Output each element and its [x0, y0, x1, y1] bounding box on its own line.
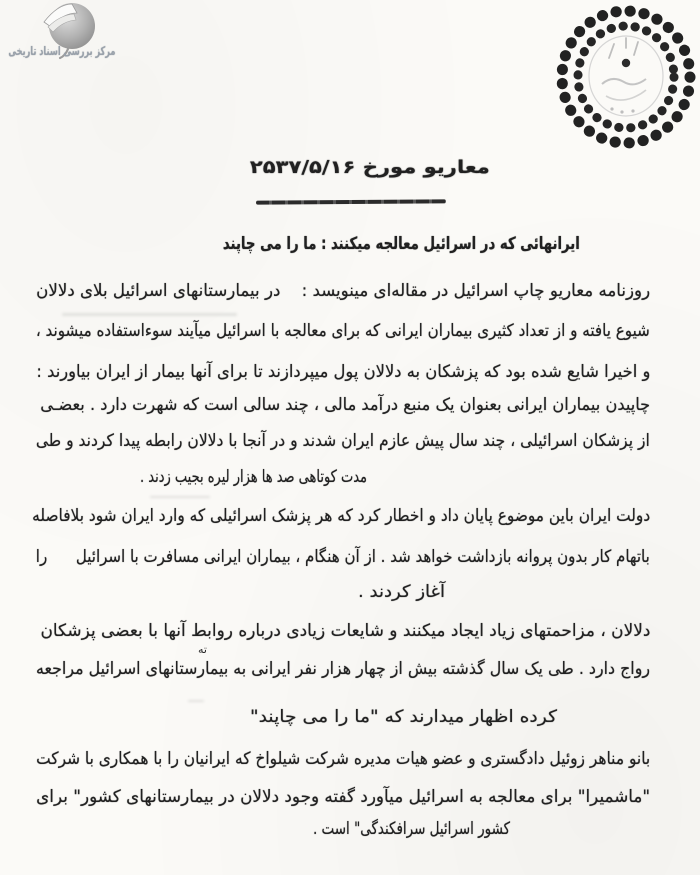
body-line-3: و اخیرا شایع شده بود که پزشکان به دلالان پول میپردازند تا برای آنها بیمار از ایران بیاورند : — [36, 362, 650, 382]
body-line-12: کرده اظهار میدارند که "ما را می چاپند" — [250, 707, 557, 727]
dateline: معاریو مورخ ۲۵۳۷/۵/۱۶ — [250, 157, 490, 178]
archive-logo-caption: مرکز بررسی اسناد تاریخی — [8, 44, 115, 58]
body-line-14: "ماشمیرا" برای معالجه به اسرائیل میآورد گفته وجود دلالان در بیمارستانهای کشور" برای — [36, 787, 650, 807]
body-line-8: باتهام کار بدون پروانه بازداشت خواهد شد . از آن هنگام ، بیماران ایرانی مسافرت با اسرائیل را — [36, 547, 650, 567]
body-line-2: شیوع یافته و از تعداد کثیری بیماران ایرانی که برای معالجه با اسرائیل میآیند سوءاستفاده میشوند ، — [36, 321, 650, 341]
body-line-1: روزنامه معاریو چاپ اسرائیل در مقاله‌ای مینویسد : در بیمارستانهای اسرائیل بلای دلالان — [36, 281, 650, 301]
body-line-13: بانو مناهر زوئیل دادگستری و عضو هیات مدیره شرکت شیلواخ که ایرانیان را با همکاری با شرکت — [36, 749, 650, 769]
body-line-10: دلالان ، مزاحمتهای زیاد ایجاد میکنند و شایعات زیادی درباره روابط آنها با بعضی پزشکان — [40, 621, 650, 641]
body-line-6: مدت کوتاهی صد ها هزار لیره بجیب زدند . — [140, 467, 367, 487]
official-seal-stamp-icon — [540, 2, 700, 157]
body-line-5: از پزشکان اسرائیلی ، چند سال پیش عازم ایران شدند و در آنجا با دلالان رابطه پیدا کردند و طی — [36, 431, 650, 451]
body-line-15: کشور اسرائیل سرافکندگی" است . — [313, 819, 510, 839]
body-line-11: رواج دارد . طی یک سال گذشته بیش از چهار هزار نفر ایرانی به بیمارستانهای اسرائیل مراجعه — [36, 659, 650, 679]
scan-smudge — [150, 496, 210, 498]
document-title: ایرانهائی که در اسرائیل معالجه میکنند : ما را می چاپند — [223, 234, 580, 254]
scan-smudge — [188, 700, 204, 702]
scan-smudge — [62, 313, 237, 316]
body-line-9: آغاز کردند . — [358, 582, 445, 602]
handwritten-correction: ته — [198, 643, 207, 656]
body-line-4: چاپیدن بیماران ایرانی بعنوان یک منبع درآمد مالی ، چند سالی است که شهرت دارد . بعضـی — [40, 395, 650, 415]
dateline-underline — [256, 199, 446, 204]
body-line-7: دولت ایران باین موضوع پایان داد و اخطار کرد که هر پزشک اسرائیلی که وارد ایران شود بلافاصله — [32, 506, 650, 526]
